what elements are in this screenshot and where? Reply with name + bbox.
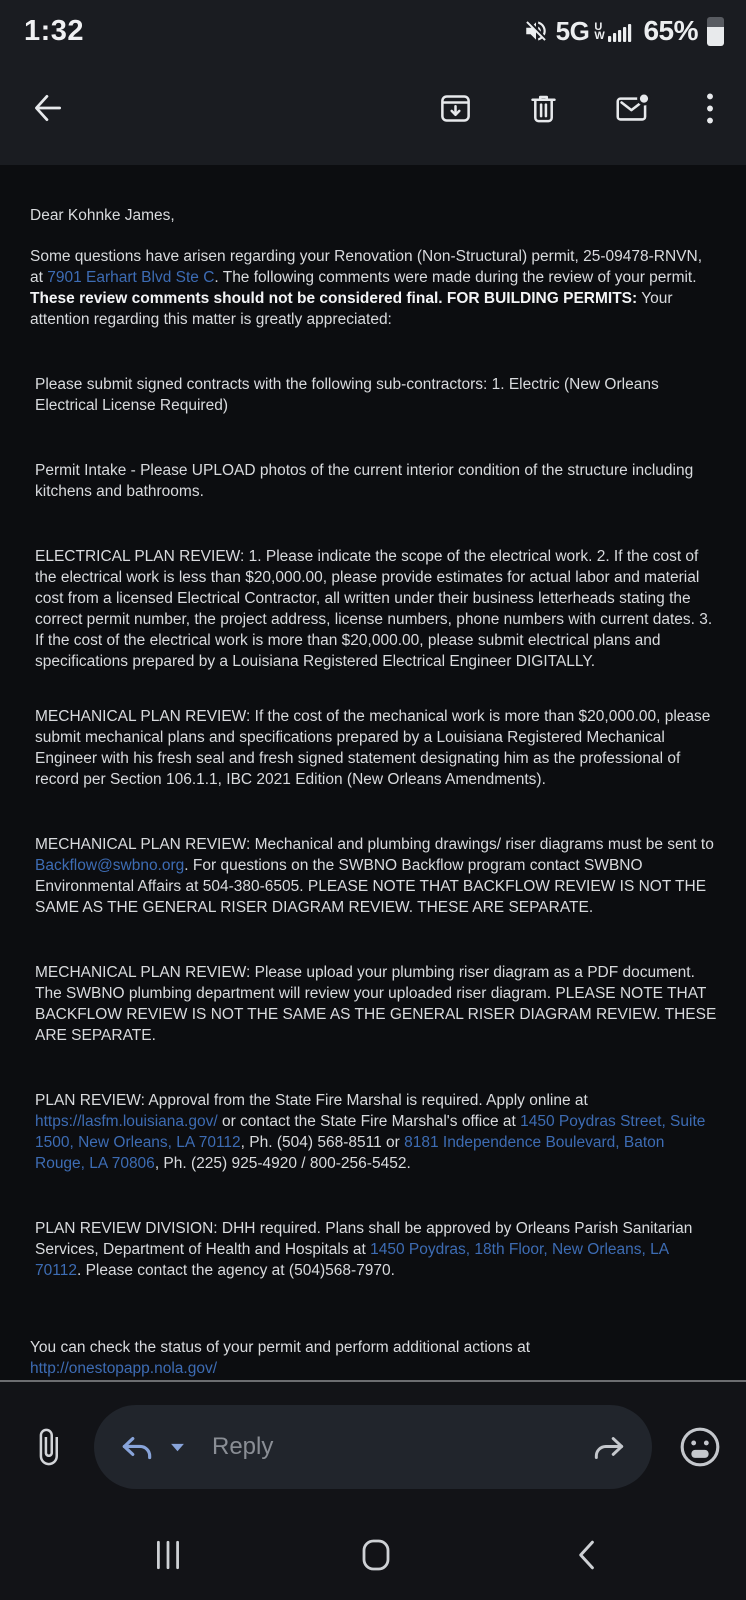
caret-down-icon [169,1440,186,1454]
system-nav-bar [0,1510,746,1600]
reply-button[interactable] [118,1429,156,1465]
back-arrow-icon [30,90,66,126]
email-text: PLAN REVIEW: Approval from the State Fire Marshal is required. Apply online at [35,1092,588,1109]
email-body [0,165,746,1379]
email-paragraph [30,1218,718,1281]
chevron-left-icon [574,1538,598,1572]
emoji-smiley-icon [677,1424,723,1470]
email-text: , Ph. (225) 925-4920 / 800-256-5452. [154,1155,411,1172]
recents-button[interactable] [149,1533,188,1577]
delete-button[interactable] [526,91,561,126]
quick-reply-row [0,1404,746,1490]
back-button[interactable] [30,90,66,126]
email-text: Please submit signed contracts with the following sub-contractors: 1. Electric (New Orleans Electrical License Required) [35,376,659,414]
email-text: Permit Intake - Please UPLOAD photos of the current interior condition of the structure including kitchens and bathrooms. [35,462,694,500]
email-text: . For questions on the SWBNO Backflow program contact SWBNO Environmental Affairs at 504-380-6505. PLEASE NOTE THAT BACKFLOW REVIEW IS NOT THE SAME AS THE GENERAL RISER DIAGRAM REVIEW. THESE ARE SEPARATE. [35,857,707,916]
email-text: MECHANICAL PLAN REVIEW: Please upload your plumbing riser diagram as a PDF document. The SWBNO plumbing department will review your uploaded riser diagram. PLEASE NOTE THAT BACKFLOW REVIEW IS NOT THE SAME AS THE GENERAL RISER DIAGRAM REVIEW. THESE ARE SEPARATE. [35,964,717,1044]
email-text: Some questions have arisen regarding your Renovation (Non-Structural) permit, 25-09478-RNVN, at [30,248,702,286]
home-icon [361,1538,391,1572]
email-link[interactable]: 1450 Poydras, 18th Floor, New Orleans, LA 70112 [35,1241,669,1279]
overflow-menu-icon [704,91,716,126]
battery-icon [707,17,724,46]
battery-percent-label: 65% [643,15,698,46]
reply-arrow-icon [118,1429,156,1465]
email-link[interactable]: Backflow@swbno.org [35,857,185,874]
mark-unread-button[interactable] [614,91,651,126]
email-text: . Please contact the agency at (504)568-7970. [76,1262,395,1279]
email-link[interactable]: https://lasfm.louisiana.gov/ [35,1113,218,1130]
reply-placeholder: Reply [212,1433,274,1460]
email-toolbar [0,80,746,136]
signal-strength-icon [607,19,632,44]
attach-file-button[interactable] [28,1427,68,1467]
email-text: . The following comments were made during the review of your permit. [214,269,697,286]
email-text: Dear Kohnke James, [30,207,175,224]
forward-button[interactable] [590,1429,628,1465]
email-paragraph [30,834,718,918]
email-paragraph [30,962,718,1046]
email-paragraph [30,546,718,672]
email-text: PLAN REVIEW DIVISION: DHH required. Plans shall be approved by Orleans Parish Sanitarian Services, Department of Health and Hospitals at [35,1220,693,1258]
email-text: , Ph. (504) 568-8511 or [240,1134,405,1151]
email-text: Your attention regarding this matter is greatly appreciated: [30,290,673,328]
reply-input[interactable] [94,1405,652,1489]
email-link[interactable]: 7901 Earhart Blvd Ste C [47,269,215,286]
email-text: You can check the status of your permit and perform additional actions at [30,1339,531,1356]
top-chrome [0,0,746,165]
email-text: or contact the State Fire Marshal's office at [217,1113,521,1130]
mark-unread-envelope-icon [614,91,651,126]
email-paragraph [30,706,718,790]
emoji-button[interactable] [677,1424,723,1470]
email-paragraph [30,1090,718,1174]
trash-icon [526,91,561,126]
more-options-button[interactable] [704,91,716,126]
email-text: ELECTRICAL PLAN REVIEW: 1. Please indicate the scope of the electrical work. 2. If the cost of the electrical work is less than $20,000.00, please provide estimates for actual labor and material cost from a licensed Electrical Contractor, all written under their business letterheads stating the correct permit number, the project address, license numbers, phone numbers with current dates. 3. If the cost of the electrical work is more than $20,000.00, please submit electrical plans and specifications prepared by a Louisiana Registered Electrical Engineer DIGITALLY. [35,548,713,670]
status-indicators [523,15,724,47]
email-body-scroll[interactable] [0,165,746,1380]
email-text: MECHANICAL PLAN REVIEW: Mechanical and plumbing drawings/ riser diagrams must be sent to [35,836,714,853]
forward-arrow-icon [590,1429,628,1465]
reply-options-button[interactable] [169,1440,186,1454]
status-bar [0,0,746,56]
email-paragraph [30,246,718,330]
email-link[interactable]: 8181 Independence Boulevard, Baton Rouge, LA 70806 [35,1134,665,1172]
email-link[interactable]: http://onestopapp.nola.gov/ [30,1360,218,1377]
mute-icon [523,18,549,44]
email-paragraph [30,460,718,502]
archive-button[interactable] [438,91,473,126]
archive-icon [438,91,473,126]
email-paragraph [30,1337,718,1379]
email-text: These review comments should not be considered final. FOR BUILDING PERMITS: [30,290,638,307]
email-paragraph [30,374,718,416]
status-time: 1:32 [24,14,85,47]
nav-back-button[interactable] [568,1532,604,1578]
paperclip-icon [28,1427,68,1467]
network-type-label: 5G [555,15,590,46]
email-paragraph [30,205,718,226]
recents-icon [155,1539,182,1571]
home-button[interactable] [355,1532,397,1578]
network-band-label: UW [594,21,605,42]
email-link[interactable]: 1450 Poydras Street, Suite 1500, New Orleans, LA 70112 [35,1113,706,1151]
email-text: MECHANICAL PLAN REVIEW: If the cost of the mechanical work is more than $20,000.00, please submit mechanical plans and specifications prepared by a Louisiana Registered Mechanical Engineer with his fresh seal and fresh signed statement designating him as the professional of record per Section 106.1.1, IBC 2021 Edition (New Orleans Amendments). [35,708,711,788]
bottom-bar [0,1382,746,1600]
